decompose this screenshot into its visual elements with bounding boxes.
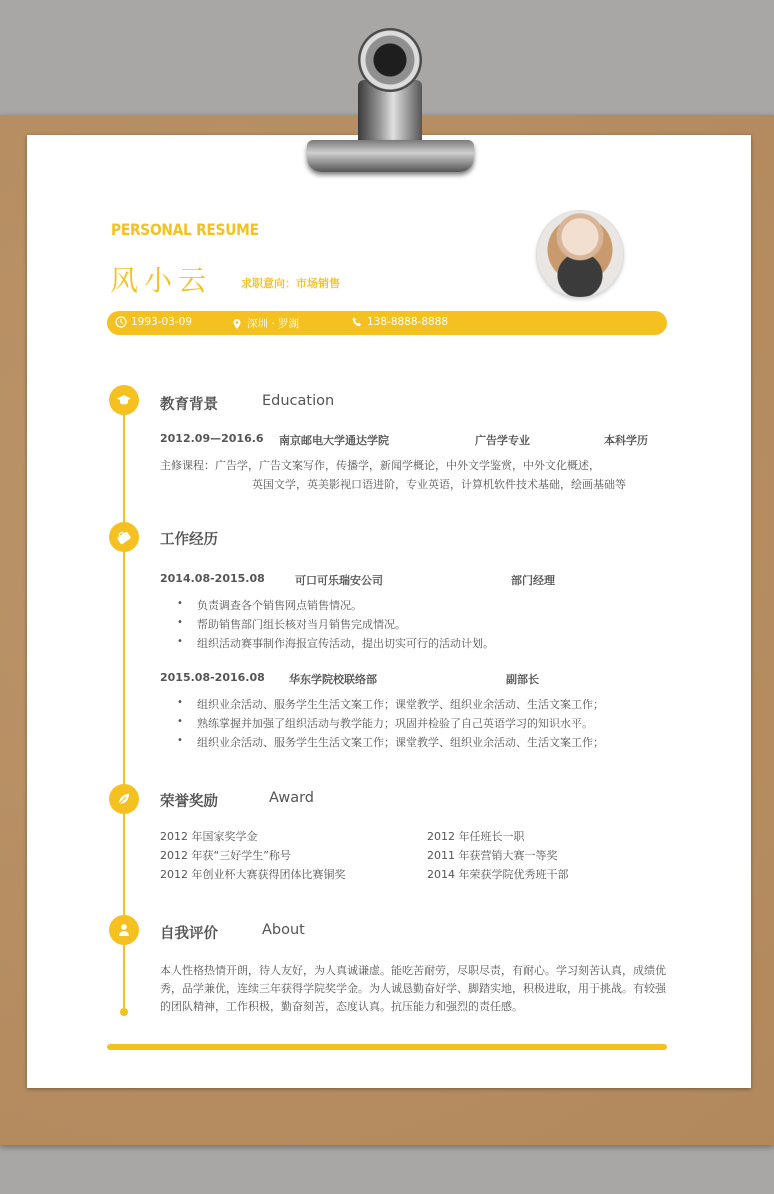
job-2-bullet-1: 组织业余活动、服务学生生活文案工作；课堂教学、组织业余活动、生活文案工作；	[197, 698, 604, 711]
job-intent: 求职意向：市场销售	[241, 277, 340, 290]
job-1-bullet-1: 负责调查各个销售网点销售情况。	[197, 599, 362, 612]
location-text: 深圳 · 罗湖	[247, 318, 300, 330]
job-1-bullet-2: 帮助销售部门组长核对当月销售完成情况。	[197, 618, 406, 631]
work-section-icon	[109, 522, 139, 552]
person-icon	[116, 922, 132, 938]
job-1-bullet-3: 组织活动赛事制作海报宣传活动，提出切实可行的活动计划。	[197, 637, 494, 650]
award-title-en: Award	[269, 790, 314, 806]
about-line-1: 本人性格热情开朗，待人友好，为人真诚谦虚。能吃苦耐劳，尽职尽责，有耐心。学习刻苦认真，成绩优	[160, 964, 666, 977]
about-line-3: 的团队精神，工作积极，勤奋刻苦，态度认真。抗压能力和强烈的责任感。	[160, 1000, 523, 1013]
binder-clip-ring	[358, 28, 422, 92]
phone-icon	[351, 316, 363, 328]
education-major: 广告学专业	[475, 434, 530, 447]
job-1-period: 2014.08-2015.08	[160, 572, 265, 585]
avatar	[537, 211, 623, 297]
about-section-icon	[109, 915, 139, 945]
bullet-dot: •	[177, 697, 183, 708]
bullet-dot: •	[177, 636, 183, 647]
resume-title: PERSONAL RESUME	[111, 220, 259, 239]
birth-item	[115, 316, 192, 328]
job-2-period: 2015.08-2016.08	[160, 671, 265, 684]
education-section-icon	[109, 385, 139, 415]
work-title: 工作经历	[160, 532, 218, 548]
job-2-bullet-2: 熟练掌握并加强了组织活动与教学能力；巩固并检验了自己英语学习的知识水平。	[197, 717, 593, 730]
bottom-bar	[107, 1044, 667, 1050]
job-2-company: 华东学院校联络部	[289, 673, 377, 686]
phone-item	[351, 316, 448, 328]
award-right-1: 2012 年任班长一职	[427, 830, 525, 843]
award-left-3: 2012 年创业杯大赛获得团体比赛铜奖	[160, 868, 346, 881]
bullet-dot: •	[177, 735, 183, 746]
award-section-icon	[109, 784, 139, 814]
award-left-1: 2012 年国家奖学金	[160, 830, 258, 843]
timeline-end-dot	[120, 1008, 128, 1016]
education-courses-line1: 主修课程：广告学，广告文案写作，传播学，新闻学概论，中外文学鉴赏，中外文化概述，	[160, 459, 600, 472]
graduation-cap-icon	[116, 392, 132, 408]
about-title-en: About	[262, 922, 305, 938]
education-courses-line2: 英国文学，英美影视口语进阶，专业英语，计算机软件技术基础，绘画基础等	[252, 478, 626, 491]
briefcase-icon	[116, 529, 132, 545]
bullet-dot: •	[177, 598, 183, 609]
award-left-2: 2012 年获“三好学生”称号	[160, 849, 291, 862]
birth-date: 1993-03-09	[131, 316, 193, 328]
job-1-company: 可口可乐瑞安公司	[295, 574, 383, 587]
education-period: 2012.09—2016.6	[160, 432, 264, 445]
award-right-2: 2011 年获营销大赛一等奖	[427, 849, 558, 862]
bullet-dot: •	[177, 617, 183, 628]
info-bar	[107, 311, 667, 335]
award-title: 荣誉奖励	[160, 794, 218, 810]
job-1-role: 部门经理	[511, 574, 555, 587]
location-icon	[231, 318, 243, 330]
education-degree: 本科学历	[604, 434, 648, 447]
job-2-bullet-3: 组织业余活动、服务学生生活文案工作；课堂教学、组织业余活动、生活文案工作；	[197, 736, 604, 749]
leaf-icon	[116, 791, 132, 807]
bullet-dot: •	[177, 716, 183, 727]
award-right-3: 2014 年荣获学院优秀班干部	[427, 868, 569, 881]
location-item	[231, 316, 299, 331]
candidate-name: 风小云	[110, 264, 213, 297]
about-line-2: 秀，品学兼优，连续三年获得学院奖学金。为人诚恳勤奋好学、脚踏实地，积极进取，用于挑战。有较强	[160, 982, 666, 995]
calendar-icon	[115, 316, 127, 328]
about-title: 自我评价	[160, 926, 218, 942]
education-title: 教育背景	[160, 397, 218, 413]
job-2-role: 副部长	[506, 673, 539, 686]
education-school: 南京邮电大学通达学院	[279, 434, 389, 447]
education-title-en: Education	[262, 393, 335, 409]
phone-number: 138-8888-8888	[367, 316, 449, 328]
binder-clip-base	[307, 140, 474, 172]
